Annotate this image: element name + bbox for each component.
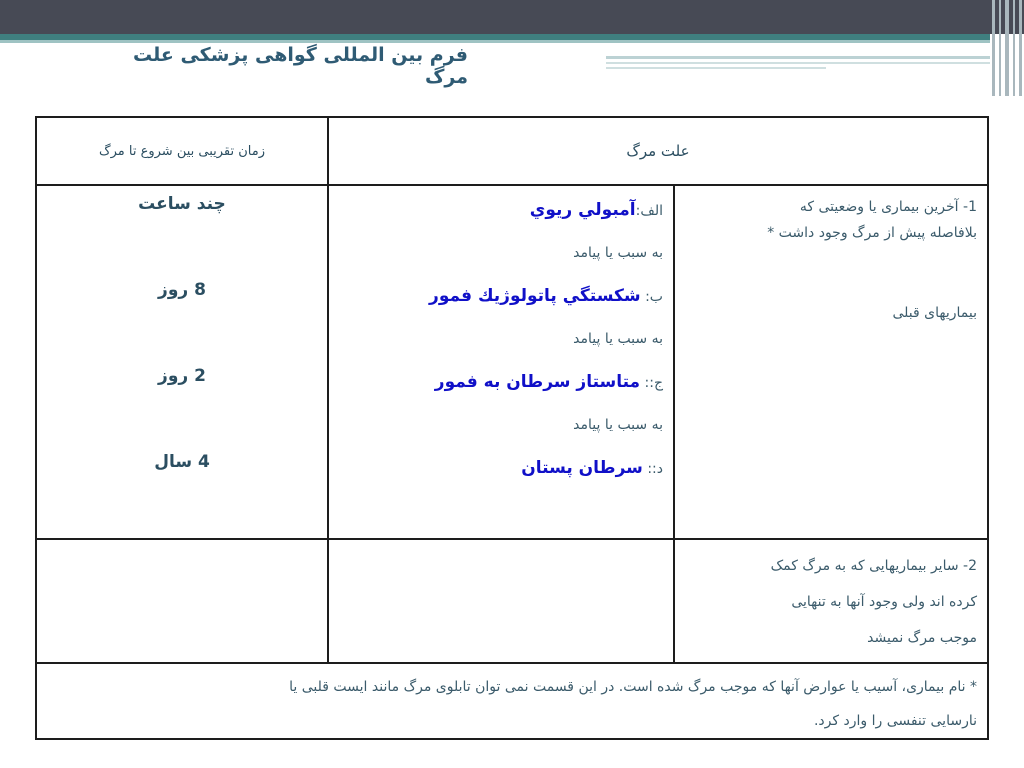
cause-prefix: ج:: [640,375,663,391]
cause-line-c [339,364,663,407]
cause-connector: به سبب یا پیامد [573,417,663,433]
part2-causes-cell [328,539,674,663]
part1-label-line: بیماریهای قبلی [892,305,977,321]
part2-label-line: موجب مرگ نمیشد [867,630,977,646]
death-certificate-table [35,116,989,740]
table-footnote-row [36,663,988,739]
header-cause: علت مرگ [328,117,988,185]
part1-label-line: بلافاصله پیش از مرگ وجود داشت * [767,225,977,241]
part1-causes-cell [328,185,674,539]
cause-prefix: د:: [642,461,663,477]
part2-label-cell [674,539,988,663]
table-row-part1 [36,185,988,539]
cause-value: سرطان پستان [521,458,643,478]
cause-value: متاستاز سرطان به فمور [434,372,641,392]
cause-line-a [339,192,663,235]
time-value: 8 روز [158,280,206,300]
title-rule [606,62,990,64]
time-value: 4 سال [154,452,210,472]
top-bar [0,0,1024,34]
part1-time-cell [36,185,328,539]
footnote-line: * نام بیماری، آسیب یا عوارض آنها که موجب مرگ شده است. در این قسمت نمی توان تابلوی مرگ مانند ایست قلبی یا [289,679,977,695]
cause-prefix: الف: [635,203,663,219]
cause-connector: به سبب یا پیامد [573,331,663,347]
cause-prefix: ب: [640,289,663,305]
cause-value: شكستگي پاتولوژيك فمور [429,286,641,306]
part1-label-line: 1- آخرین بیماری یا وضعیتی که [799,199,977,215]
corner-stripes [990,0,1024,96]
cause-connector: به سبب یا پیامد [573,245,663,261]
accent-stripe-light [0,40,990,43]
part2-label-line: 2- سایر بیماریهایی که به مرگ کمک [770,558,977,574]
header-time: زمان تقریبی بین شروع تا مرگ [36,117,328,185]
footnote-line: نارسایی تنفسی را وارد کرد. [813,713,977,729]
part2-label-line: کرده اند ولی وجود آنها به تنهایی [791,594,977,610]
cause-line-d [339,450,663,493]
time-value: 2 روز [158,366,206,386]
title-rule [606,67,826,69]
cause-line-b [339,278,663,321]
footnote-cell [36,663,988,739]
part2-time-cell [36,539,328,663]
page-title: فرم بین المللی گواهی پزشکی علت مرگ [133,44,468,88]
table-header-row [36,117,988,185]
table-row-part2 [36,539,988,663]
cause-value: آمبولي ريوي [529,200,636,220]
part1-label-cell [674,185,988,539]
title-rule [606,56,990,59]
time-value: چند ساعت [138,194,226,214]
